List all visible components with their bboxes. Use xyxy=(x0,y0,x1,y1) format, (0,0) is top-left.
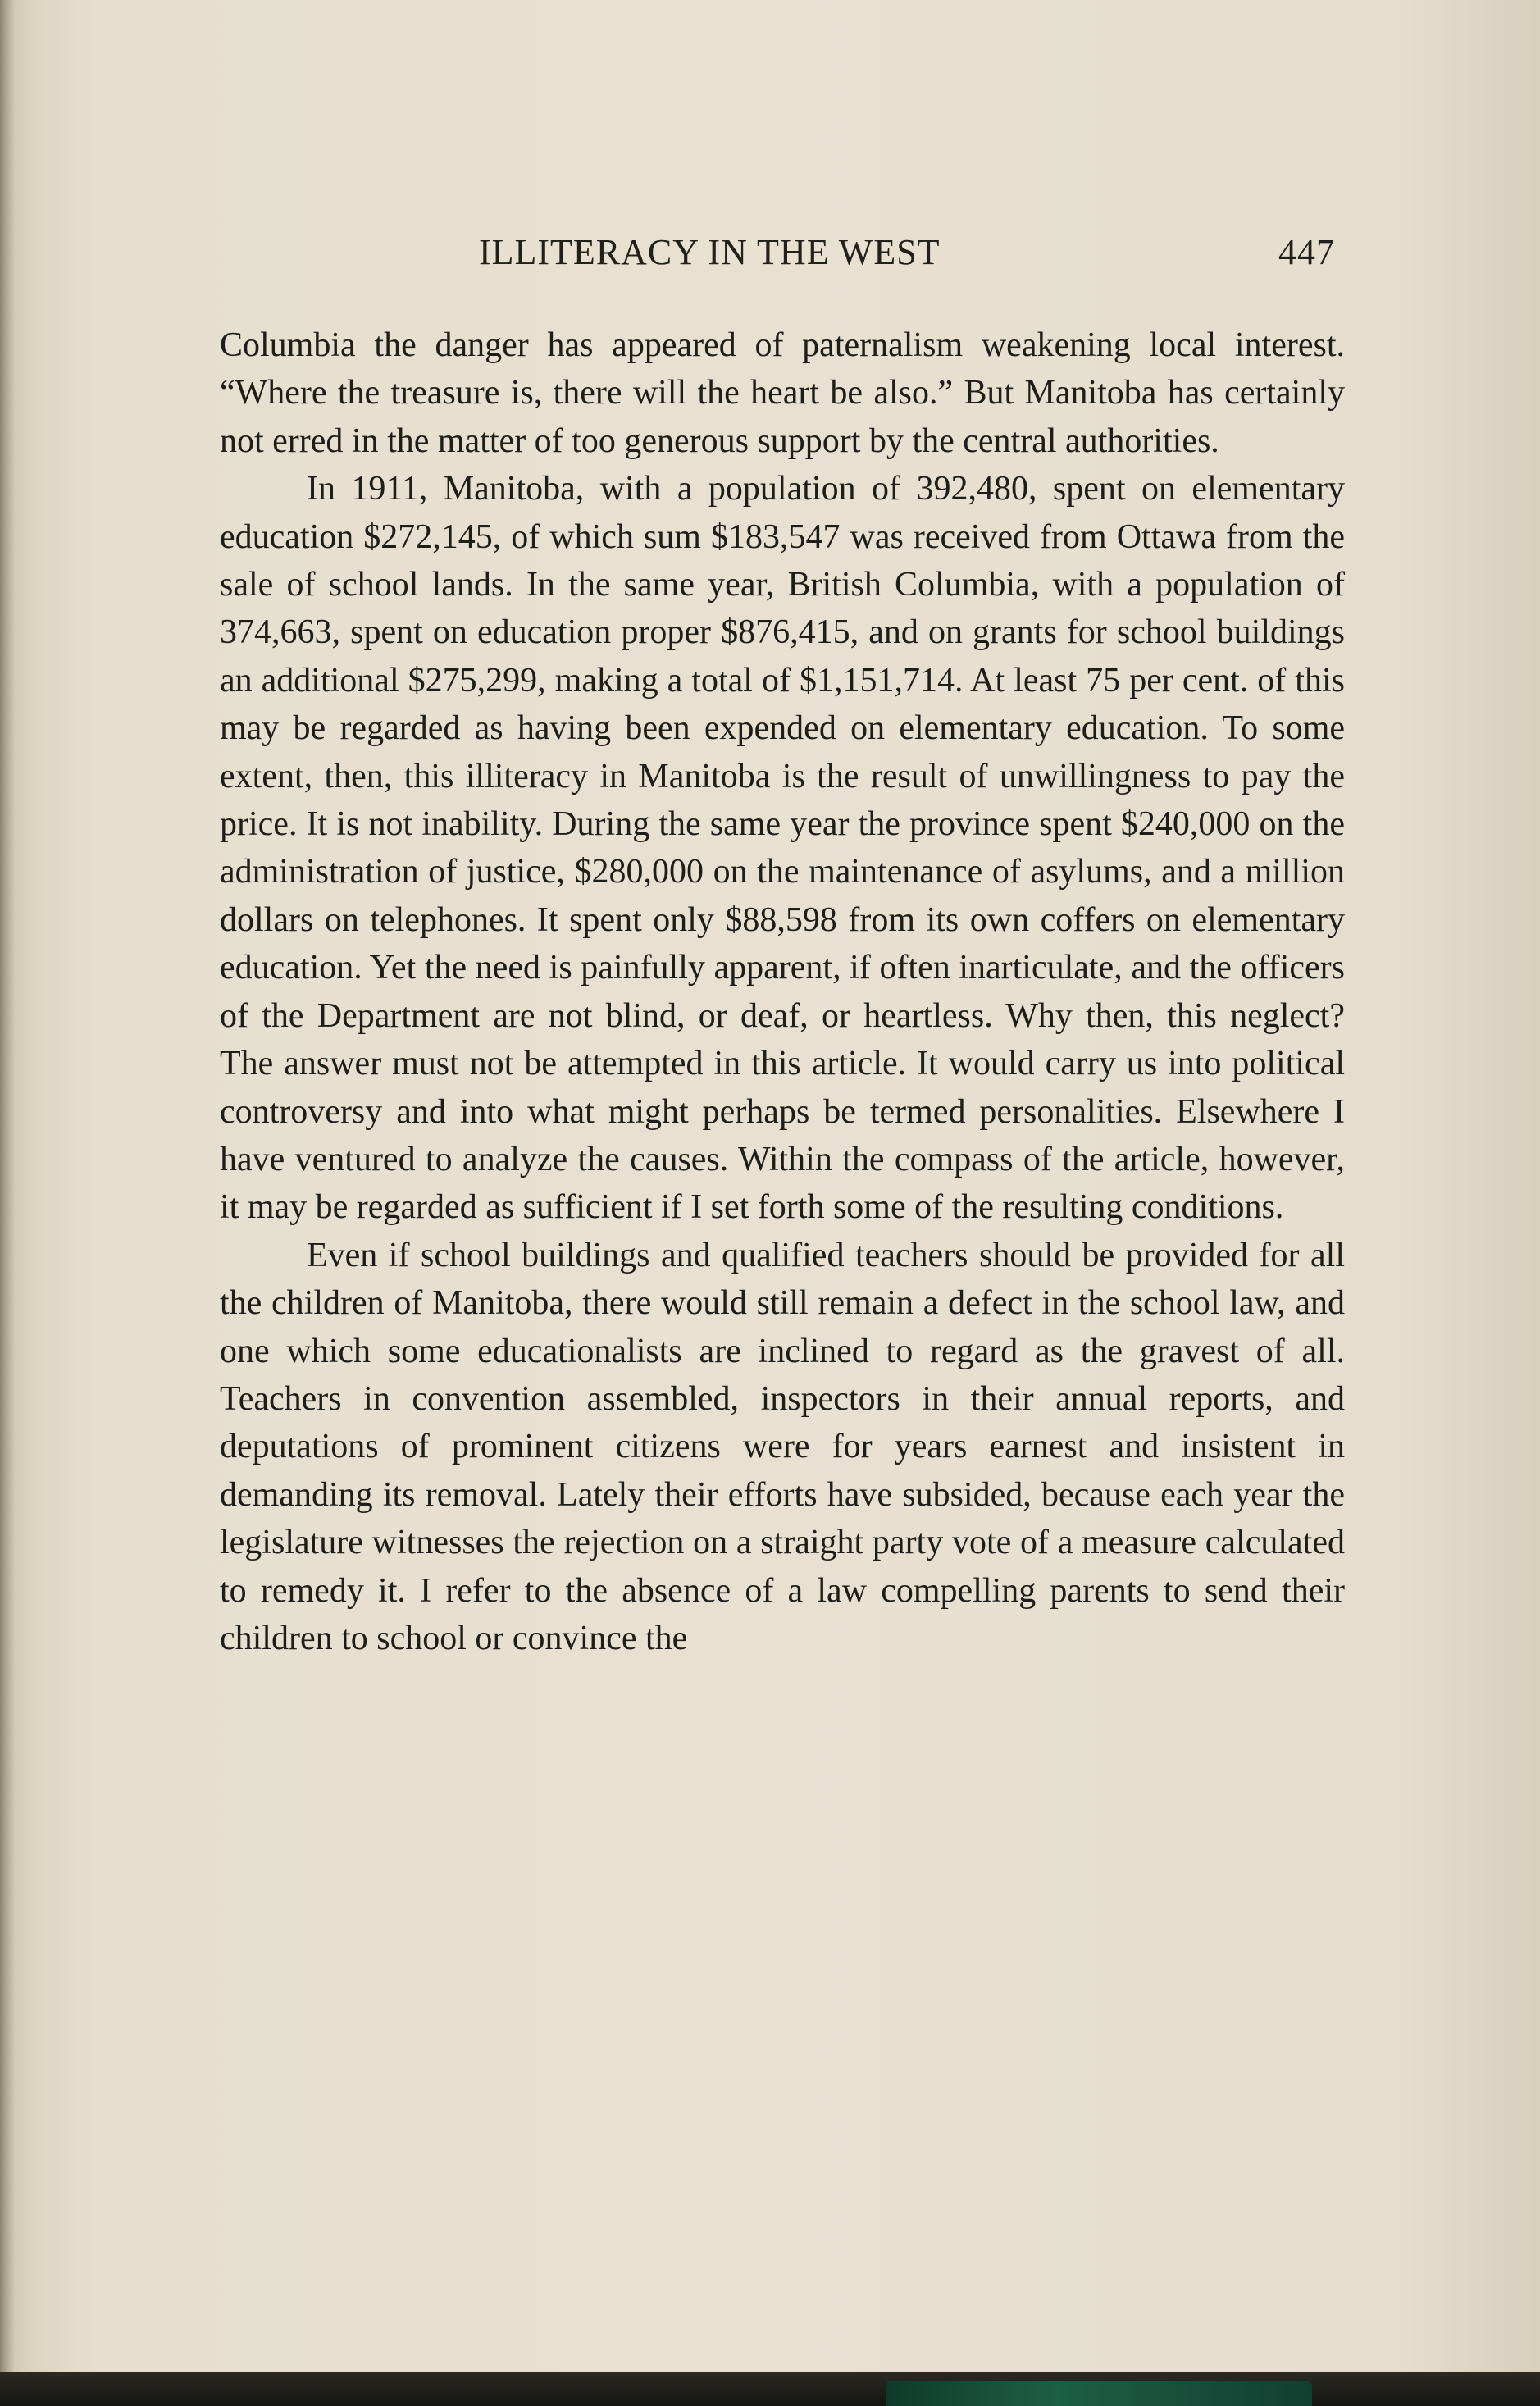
paragraph: In 1911, Manitoba, with a population of 392,480, spent on elementary education $272,145, of which sum $183,547 was received from Ottawa from the sale of school lands. In the same year, British Columbia, with a population of 374,663, spent on education proper $876,415, and on grants for school buildings an additional $275,299, making a total of $1,151,714. At least 75 per cent. of this may be regarded as having been expended on elementary education. To some extent, then, this illiteracy in Manitoba is the result of unwillingness to pay the price. It is not inability. During the same year the province spent $240,000 on the administration of justice, $280,000 on the maintenance of asylums, and a million dollars on telephones. It spent only $88,598 from its own coffers on elementary education. Yet the need is painfully apparent, if often inarticulate, and the officers of the Department are not blind, or deaf, or heartless. Why then, this neglect? The answer must not be attempted in this article. It would carry us into political controversy and into what might perhaps be termed personalities. Elsewhere I have ventured to analyze the causes. Within the compass of the article, however, it may be regarded as sufficient if I set forth some of the resulting conditions. xyxy=(220,470,1345,1227)
running-header xyxy=(220,231,1335,280)
running-title: ILLITERACY IN THE WEST xyxy=(479,232,941,272)
paragraph: Even if school buildings and qualified teachers should be provided for all the children of Manitoba, there would still remain a defect in the school law, and one which some educationalists are inclined to regard as the gravest of all. Teachers in convention assembled, inspectors in their annual reports, and deputations of prominent citizens were for years earnest and insistent in demanding its removal. Lately their efforts have subsided, because each year the legislature witnesses the rejection on a straight party vote of a measure calculated to remedy it. I refer to the absence of a law compelling parents to send their children to school or convince the xyxy=(220,1236,1345,1657)
body-text xyxy=(220,321,1345,1662)
spine-shadow xyxy=(0,0,15,2406)
green-cloth-edge xyxy=(886,2381,1312,2406)
page-bottom-edge xyxy=(0,2372,1540,2406)
paragraph-continued: Columbia the danger has appeared of paternalism weakening local interest. “Where the treasure is, there will the heart be also.” But Manitoba has certainly not erred in the matter of too generous support by the central authorities. xyxy=(220,326,1345,460)
page-number: 447 xyxy=(1278,232,1335,272)
